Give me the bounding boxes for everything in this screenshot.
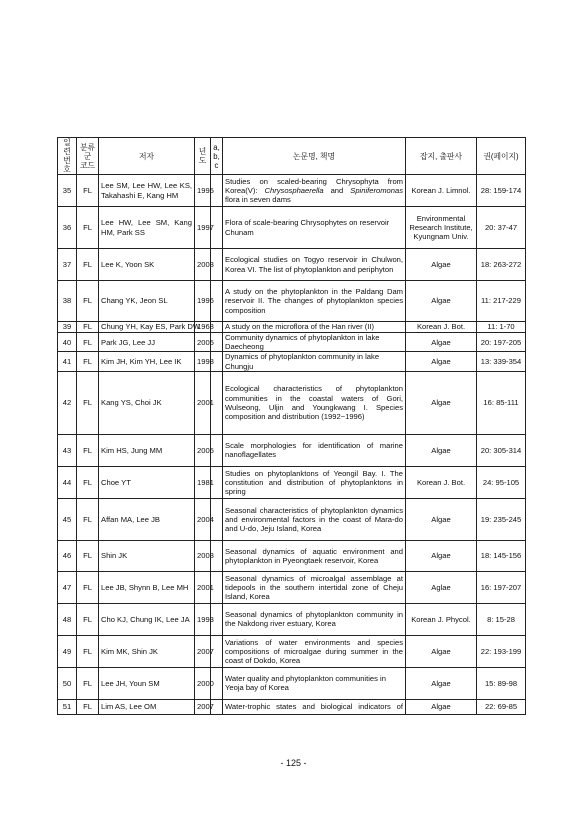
table-row — [58, 540, 526, 571]
cell-title: Water quality and phytoplankton communities in Yeoja bay of Korea — [223, 667, 406, 699]
cell-no: 48 — [58, 603, 77, 635]
cell-title: Ecological characteristics of phytoplankton communities in the coastal waters of Gori, Wulseong, Uljin and Youngkwang I. Species composition and distribution (1992~1996) — [223, 371, 406, 434]
cell-no: 38 — [58, 281, 77, 322]
cell-journal: Algae — [406, 699, 477, 714]
cell-journal: Algae — [406, 498, 477, 540]
cell-journal: Korean J. Bot. — [406, 466, 477, 498]
cell-author: Lee JH, Youn SM — [99, 667, 195, 699]
header-year: 년도 — [195, 138, 211, 175]
cell-no: 45 — [58, 498, 77, 540]
cell-no: 50 — [58, 667, 77, 699]
cell-year: 2000 — [195, 667, 211, 699]
table-row — [58, 333, 526, 352]
cell-journal: Environmental Research Institute, Kyungnam Univ. — [406, 207, 477, 249]
cell-no: 40 — [58, 333, 77, 352]
header-no: 일련 번호 — [58, 138, 77, 175]
table-row — [58, 352, 526, 371]
cell-journal: Algae — [406, 434, 477, 466]
cell-title — [223, 175, 406, 207]
cell-no: 36 — [58, 207, 77, 249]
cell-author: Kim MK, Shin JK — [99, 635, 195, 667]
cell-volume: 18: 145-156 — [477, 540, 526, 571]
cell-author: Kang YS, Choi JK — [99, 371, 195, 434]
cell-volume: 15: 89-98 — [477, 667, 526, 699]
cell-code: FL — [77, 249, 99, 281]
cell-volume: 11: 1-70 — [477, 322, 526, 333]
header-volume: 권(페이지) — [477, 138, 526, 175]
cell-year: 2004 — [195, 498, 211, 540]
cell-year: 1968 — [195, 322, 211, 333]
page-number: - 125 - — [280, 758, 307, 768]
cell-year: 1981 — [195, 466, 211, 498]
cell-no: 51 — [58, 699, 77, 714]
table-row — [58, 175, 526, 207]
cell-code: FL — [77, 571, 99, 603]
cell-volume: 20: 197-205 — [477, 333, 526, 352]
cell-journal: Algae — [406, 249, 477, 281]
cell-code: FL — [77, 699, 99, 714]
cell-code: FL — [77, 207, 99, 249]
cell-code: FL — [77, 466, 99, 498]
cell-title: Ecological studies on Togyo reservoir in Chulwon, Korea VI. The list of phytoplankton and periphyton — [223, 249, 406, 281]
cell-title: Studies on phytoplanktons of Yeongil Bay. I. The constitution and distribution of phytoplanktons in spring — [223, 466, 406, 498]
cell-author: Lee K, Yoon SK — [99, 249, 195, 281]
cell-journal: Algae — [406, 281, 477, 322]
cell-year: 2007 — [195, 635, 211, 667]
cell-journal: Algae — [406, 540, 477, 571]
cell-no: 46 — [58, 540, 77, 571]
cell-author: Kim JH, Kim YH, Lee IK — [99, 352, 195, 371]
cell-code: FL — [77, 281, 99, 322]
cell-author: Shin JK — [99, 540, 195, 571]
cell-code: FL — [77, 498, 99, 540]
header-abc: a, b, c — [211, 138, 223, 175]
cell-volume: 11: 217-229 — [477, 281, 526, 322]
header-author: 저자 — [99, 138, 195, 175]
cell-code: FL — [77, 352, 99, 371]
cell-year: 2001 — [195, 371, 211, 434]
cell-journal: Korean J. Limnol. — [406, 175, 477, 207]
cell-title: Seasonal characteristics of phytoplankton dynamics and environmental factors in the coast of Mara-do and U-do, Jeju Island, Korea — [223, 498, 406, 540]
table-row — [58, 207, 526, 249]
cell-author: Chang YK, Jeon SL — [99, 281, 195, 322]
cell-no: 39 — [58, 322, 77, 333]
header-code: 분류군 코드 — [77, 138, 99, 175]
cell-author: Cho KJ, Chung IK, Lee JA — [99, 603, 195, 635]
cell-no: 44 — [58, 466, 77, 498]
cell-title: A study on the phytoplankton in the Paldang Dam reservoir II. The changes of phytoplankton species composition — [223, 281, 406, 322]
table-row — [58, 281, 526, 322]
cell-year: 2007 — [195, 699, 211, 714]
table-row — [58, 466, 526, 498]
cell-volume: 20: 305-314 — [477, 434, 526, 466]
table-row — [58, 498, 526, 540]
cell-no: 47 — [58, 571, 77, 603]
header-title: 논문명, 책명 — [223, 138, 406, 175]
cell-volume: 20: 37-47 — [477, 207, 526, 249]
table-row — [58, 667, 526, 699]
cell-title: Seasonal dynamics of aquatic environment and phytoplankton in Pyeongtaek reservoir, Korea — [223, 540, 406, 571]
cell-title: Water-trophic states and biological indicators of — [223, 699, 406, 714]
cell-year: 2003 — [195, 249, 211, 281]
cell-year: 2001 — [195, 571, 211, 603]
cell-volume: 16: 85-111 — [477, 371, 526, 434]
table-row — [58, 434, 526, 466]
cell-no: 35 — [58, 175, 77, 207]
cell-code: FL — [77, 603, 99, 635]
title-text: Studies on scaled-bearing Chrysophyta from Korea(V): Chrysosphaerella and Spiniferomonas flora in seven dams — [225, 176, 404, 205]
cell-code: FL — [77, 635, 99, 667]
cell-author: Kim HS, Jung MM — [99, 434, 195, 466]
cell-year: 1996 — [195, 281, 211, 322]
cell-no: 41 — [58, 352, 77, 371]
cell-code: FL — [77, 540, 99, 571]
cell-journal: Algae — [406, 352, 477, 371]
cell-year: 1997 — [195, 207, 211, 249]
reference-table — [57, 137, 526, 715]
cell-volume: 16: 197-207 — [477, 571, 526, 603]
cell-journal: Algae — [406, 371, 477, 434]
cell-author: Lee JB, Shynn B, Lee MH — [99, 571, 195, 603]
cell-journal: Aglae — [406, 571, 477, 603]
cell-year: 2005 — [195, 434, 211, 466]
table-row — [58, 603, 526, 635]
table-row — [58, 249, 526, 281]
cell-title: Community dynamics of phytoplankton in lake Daecheong — [223, 333, 406, 352]
cell-author: Lee HW, Lee SM, Kang HM, Park SS — [99, 207, 195, 249]
cell-title: Flora of scale-bearing Chrysophytes on reservoir Chunam — [223, 207, 406, 249]
cell-title: Dynamics of phytoplankton community in lake Chungju — [223, 352, 406, 371]
cell-title: Scale morphologies for identification of marine nanoflagellates — [223, 434, 406, 466]
cell-code: FL — [77, 434, 99, 466]
table-row — [58, 371, 526, 434]
cell-code: FL — [77, 333, 99, 352]
cell-author: Affan MA, Lee JB — [99, 498, 195, 540]
cell-author: Chung YH, Kay ES, Park DW — [99, 322, 195, 333]
cell-volume: 18: 263-272 — [477, 249, 526, 281]
cell-code: FL — [77, 322, 99, 333]
cell-journal: Korean J. Bot. — [406, 322, 477, 333]
header-journal: 잡지, 출판사 — [406, 138, 477, 175]
table-row — [58, 635, 526, 667]
cell-code: FL — [77, 371, 99, 434]
cell-year: 2005 — [195, 333, 211, 352]
cell-journal: Algae — [406, 333, 477, 352]
cell-year: 1998 — [195, 352, 211, 371]
cell-author: Lim AS, Lee OM — [99, 699, 195, 714]
cell-title: Seasonal dynamics of phytoplankton community in the Nakdong river estuary, Korea — [223, 603, 406, 635]
cell-volume: 24: 95-105 — [477, 466, 526, 498]
cell-title: Variations of water environments and species compositions of microalgae during summer in the coast of Dokdo, Korea — [223, 635, 406, 667]
cell-author: Park JG, Lee JJ — [99, 333, 195, 352]
cell-no: 49 — [58, 635, 77, 667]
cell-code: FL — [77, 175, 99, 207]
cell-author: Choe YT — [99, 466, 195, 498]
cell-volume: 8: 15-28 — [477, 603, 526, 635]
cell-no: 42 — [58, 371, 77, 434]
cell-volume: 22: 193-199 — [477, 635, 526, 667]
cell-no: 43 — [58, 434, 77, 466]
cell-title: A study on the microflora of the Han river (II) — [223, 322, 406, 333]
cell-volume: 22: 69-85 — [477, 699, 526, 714]
cell-year: 1995 — [195, 175, 211, 207]
table-row — [58, 322, 526, 333]
cell-volume: 19: 235-245 — [477, 498, 526, 540]
cell-volume: 13: 339-354 — [477, 352, 526, 371]
cell-volume: 28: 159-174 — [477, 175, 526, 207]
cell-year: 1993 — [195, 603, 211, 635]
cell-journal: Algae — [406, 635, 477, 667]
table-row — [58, 699, 526, 714]
cell-code: FL — [77, 667, 99, 699]
cell-author: Lee SM, Lee HW, Lee KS, Takahashi E, Kang HM — [99, 175, 195, 207]
cell-title: Seasonal dynamics of microalgal assemblage at tidepools in the southern intertidal zone of Cheju Island, Korea — [223, 571, 406, 603]
cell-journal: Korean J. Phycol. — [406, 603, 477, 635]
table-row — [58, 571, 526, 603]
header-row — [58, 138, 526, 175]
cell-journal: Algae — [406, 667, 477, 699]
cell-no: 37 — [58, 249, 77, 281]
cell-year: 2003 — [195, 540, 211, 571]
